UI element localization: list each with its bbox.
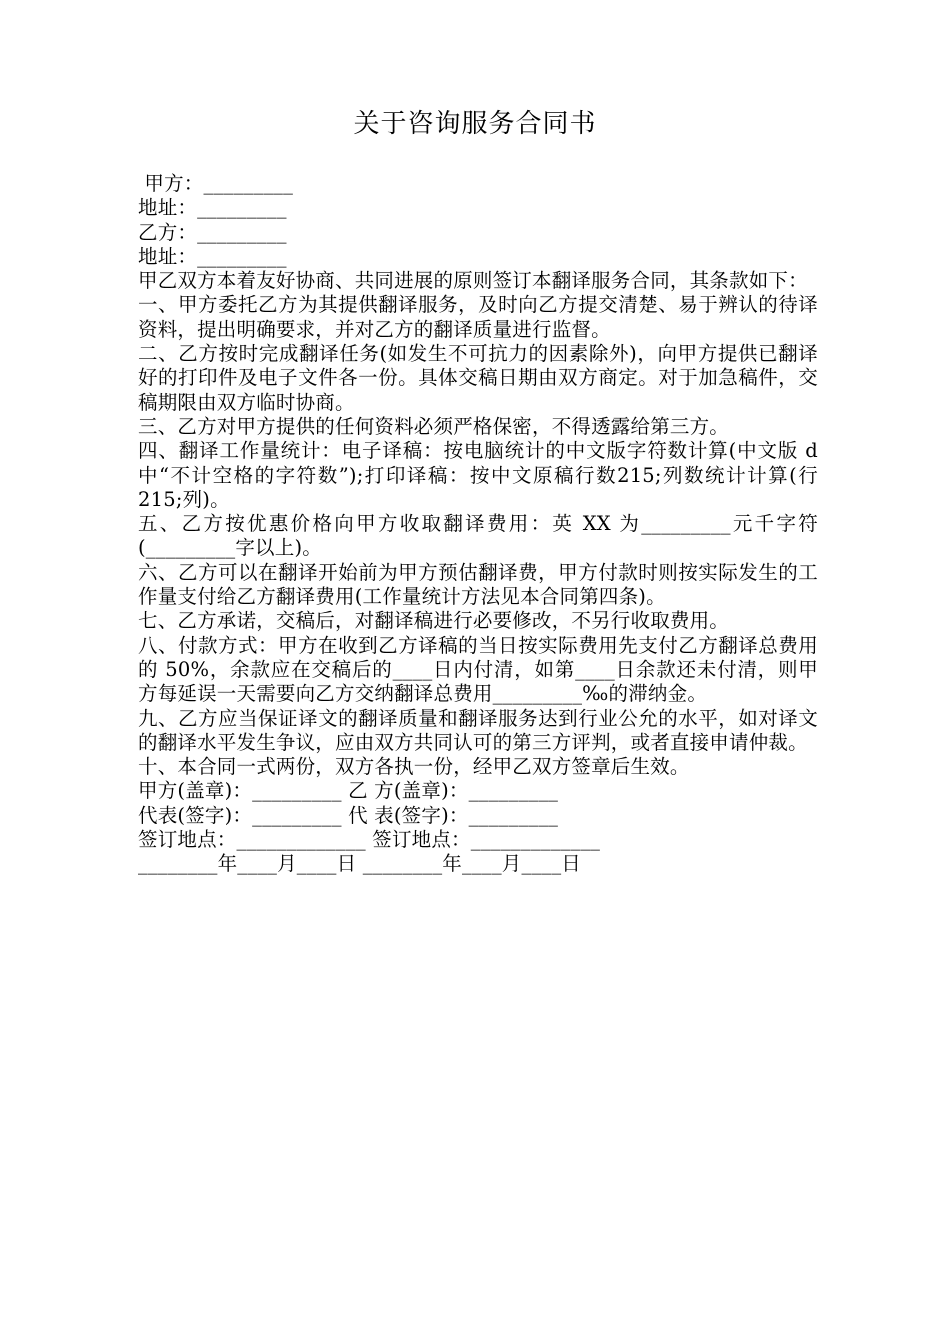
signing-place-line: 签订地点：_____________ 签订地点：_____________: [138, 828, 601, 852]
signing-date-line: ________年____月____日 ________年____月____日: [138, 852, 581, 876]
party-b-address-line: 地址：_________: [138, 244, 287, 268]
representative-signature-line: 代表(签字)：_________ 代 表(签字)：_________: [138, 803, 559, 827]
clause-7: 七、乙方承诺，交稿后，对翻译稿进行必要修改，不另行收取费用。: [138, 609, 730, 633]
clause-8: 八、付款方式：甲方在收到乙方译稿的当日按实际费用先支付乙方翻译总费用的 50%，余款应在交稿后的____日内付清，如第____日余款还未付清，则甲方每延误一天需要向乙方交纳翻译总费用_________‰的滞纳金。: [138, 633, 818, 706]
document-title: 关于咨询服务合同书: [353, 109, 597, 139]
intro-paragraph: 甲乙双方本着友好协商、共同进展的原则签订本翻译服务合同，其条款如下：: [138, 269, 808, 293]
document-body: [138, 172, 818, 877]
clause-4: 四、翻译工作量统计：电子译稿：按电脑统计的中文版字符数计算(中文版 d 中“不计空格的字符数”);打印译稿：按中文原稿行数215;列数统计计算(行 215;列)。: [138, 439, 818, 511]
party-b-line: 乙方：_________: [138, 220, 287, 244]
party-a-line: 甲方：_________: [138, 172, 294, 195]
clause-1: 一、甲方委托乙方为其提供翻译服务，及时向乙方提交清楚、易于辨认的待译资料，提出明确要求，并对乙方的翻译质量进行监督。: [138, 293, 818, 341]
seal-line: 甲方(盖章)：_________ 乙 方(盖章)：_________: [138, 779, 559, 803]
clause-5: 五、乙方按优惠价格向甲方收取翻译费用：英 XX 为_________元千字符(_________字以上)。: [138, 512, 818, 560]
clause-10: 十、本合同一式两份，双方各执一份，经甲乙双方签章后生效。: [138, 755, 690, 779]
clause-3: 三、乙方对甲方提供的任何资料必须严格保密，不得透露给第三方。: [138, 414, 730, 438]
party-a-address-line: 地址：_________: [138, 196, 287, 220]
clause-2: 二、乙方按时完成翻译任务(如发生不可抗力的因素除外)，向甲方提供已翻译好的打印件及电子文件各一份。具体交稿日期由双方商定。对于加急稿件，交稿期限由双方临时协商。: [138, 342, 818, 414]
clause-6: 六、乙方可以在翻译开始前为甲方预估翻译费，甲方付款时则按实际发生的工作量支付给乙方翻译费用(工作量统计方法见本合同第四条)。: [138, 560, 818, 609]
clause-9: 九、乙方应当保证译文的翻译质量和翻译服务达到行业公允的水平，如对译文的翻译水平发生争议，应由双方共同认可的第三方评判，或者直接申请仲裁。: [138, 706, 818, 754]
